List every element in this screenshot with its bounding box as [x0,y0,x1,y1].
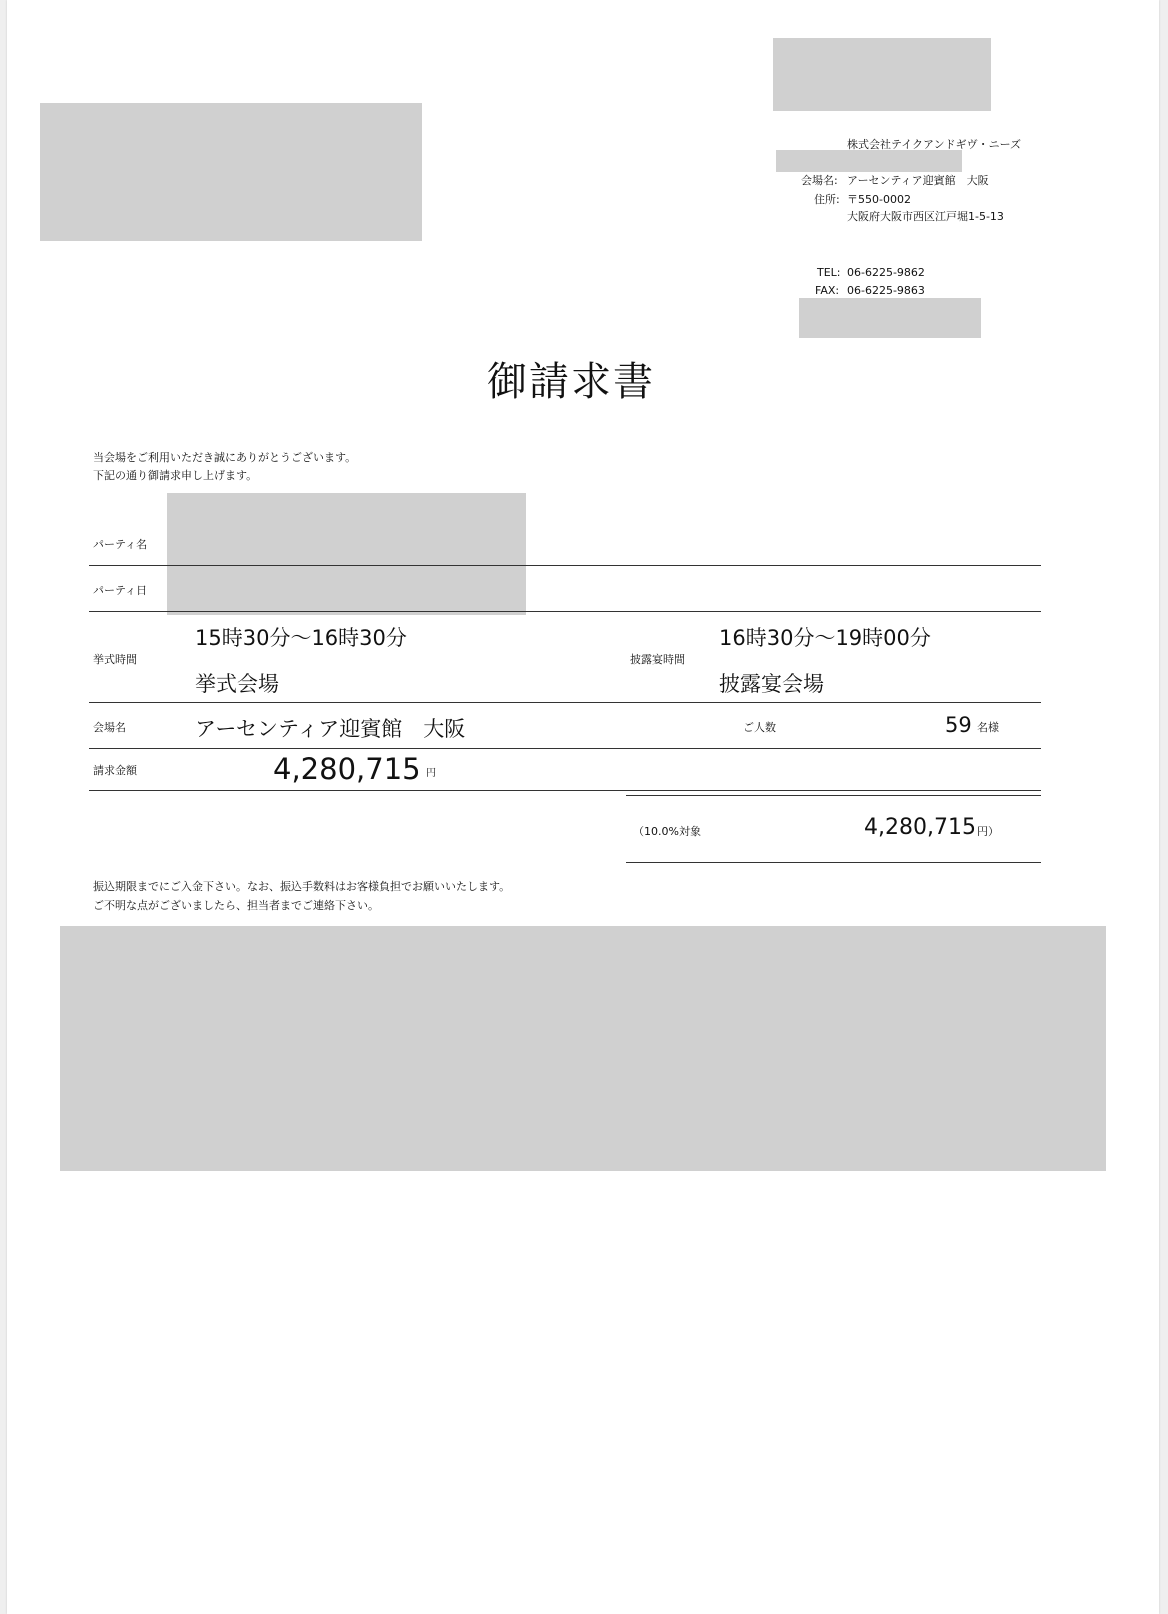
redacted-bank-info [60,926,1106,1171]
intro-line-1: 当会場をご利用いただき誠にありがとうございます。 [93,451,357,464]
party-name-rule [89,565,1041,566]
redacted-recipient [40,103,422,241]
reception-time-label: 披露宴時間 [630,653,685,666]
guests-unit: 名様 [977,721,999,734]
amount-rule [89,790,1041,791]
times-rule [89,702,1041,703]
guest-count: 59 [945,713,972,737]
issuer-address: 大阪府大阪市西区江戸堀1-5-13 [847,210,1004,223]
tax-bottom-rule [626,862,1041,863]
issuer-fax-label: FAX: [815,284,840,297]
ceremony-time: 15時30分〜16時30分 [195,626,407,650]
party-name-label: パーティ名 [93,538,148,551]
issuer-venue-label: 会場名: [801,174,838,187]
page-title: 御請求書 [487,359,655,405]
tax-unit: 円） [977,825,999,838]
ceremony-time-label: 挙式時間 [93,653,137,666]
amount-unit: 円 [426,768,436,779]
note-line-1: 振込期限までにご入金下さい。なお、振込手数料はお客様負担でお願いいたします。 [93,880,511,893]
venue-rule [89,748,1041,749]
issuer-fax: 06-6225-9863 [847,284,925,297]
guests-label: ご人数 [743,721,776,734]
issuer-address-label: 住所: [814,193,840,206]
amount-label: 請求金額 [93,764,137,777]
redacted-logo [773,38,991,111]
tax-amount: 4,280,715 [864,815,976,840]
ceremony-place: 挙式会場 [195,672,279,696]
issuer-postal: 〒550-0002 [847,193,911,206]
issuer-venue-value: アーセンティア迎賓館 大阪 [847,174,989,187]
redacted-stamp [799,298,981,338]
party-date-rule [89,611,1041,612]
intro-line-2: 下記の通り御請求申し上げます。 [93,469,258,482]
redacted-party-info [167,493,526,615]
invoice-amount: 4,280,715 [273,752,421,786]
issuer-tel-label: TEL: [817,266,841,279]
invoice-page [7,0,1159,1614]
issuer-company: 株式会社テイクアンドギヴ・ニーズ [847,138,1022,151]
reception-time: 16時30分〜19時00分 [719,626,931,650]
venue-name: アーセンティア迎賓館 大阪 [195,717,466,741]
note-line-2: ご不明な点がございましたら、担当者までご連絡下さい。 [93,899,379,912]
party-date-label: パーティ日 [93,584,148,597]
reception-place: 披露宴会場 [719,672,824,696]
tax-label: （10.0%対象 [633,825,701,838]
tax-top-rule [626,795,1041,796]
venue-label: 会場名 [93,721,126,734]
issuer-tel: 06-6225-9862 [847,266,925,279]
